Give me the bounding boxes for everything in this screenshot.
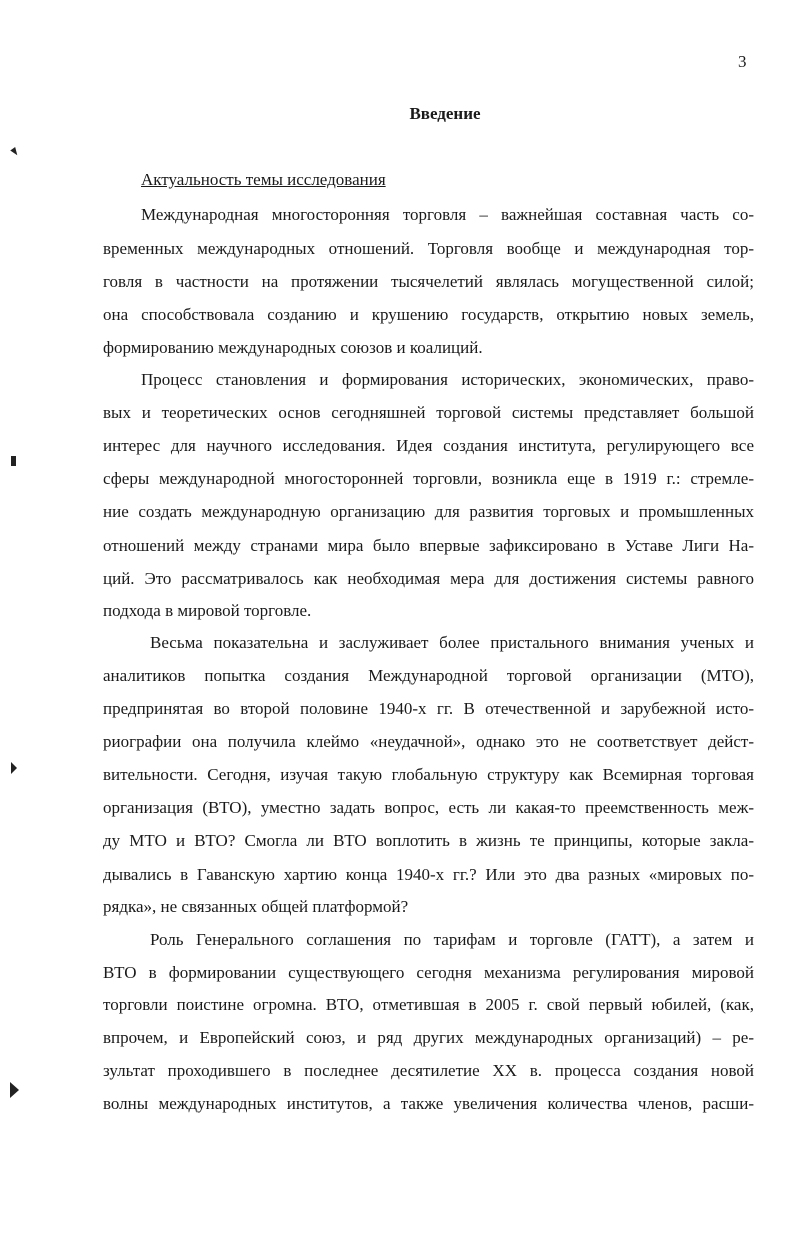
text-line: Процесс становления и формирования исторических, экономических, право- (141, 370, 754, 389)
text-line: подхода в мировой торговле. (103, 601, 312, 620)
scan-mark (10, 147, 20, 157)
text-line: ВТО в формировании существующего сегодня механизма регулирования мировой (103, 963, 754, 982)
text-line: впрочем, и Европейский союз, и ряд других международных организаций) – ре- (103, 1028, 754, 1047)
text-line: вительности. Сегодня, изучая такую глобальную структуру как Всемирная торговая (103, 765, 754, 784)
text-line: вых и теоретических основ сегодняшней торговой системы представляет большой (103, 403, 754, 422)
text-line: риографии она получила клеймо «неудачной», однако это не соответствует дейст- (103, 732, 754, 751)
text-line: Роль Генерального соглашения по тарифам и торговле (ГАТТ), а затем и (150, 930, 754, 949)
text-line: рядка», не связанных общей платформой? (103, 897, 409, 916)
scan-mark (10, 1082, 19, 1098)
page-number: 3 (738, 52, 747, 71)
text-line: ние создать международную организацию для развития торговых и промышленных (103, 502, 754, 521)
page-title: Введение (409, 104, 481, 123)
text-line: формированию международных союзов и коалиций. (103, 338, 483, 357)
text-line: организация (ВТО), уместно задать вопрос, есть ли какая-то преемственность меж- (103, 798, 754, 817)
text-line: дывались в Гаванскую хартию конца 1940-х гг.? Или это два разных «мировых по- (103, 865, 754, 884)
text-line: говля в частности на протяжении тысячелетий являлась могущественной силой; (103, 272, 754, 291)
text-line: она способствовала созданию и крушению государств, открытию новых земель, (103, 305, 754, 324)
text-line: зультат проходившего в последнее десятилетие XX в. процесса создания новой (103, 1061, 754, 1080)
scan-mark (11, 456, 16, 466)
scan-mark (11, 762, 17, 774)
text-line: Весьма показательна и заслуживает более пристального внимания ученых и (150, 633, 754, 652)
text-line: сферы международной многосторонней торговли, возникла еще в 1919 г.: стремле- (103, 469, 754, 488)
text-line: ду МТО и ВТО? Смогла ли ВТО воплотить в жизнь те принципы, которые закла- (103, 831, 754, 850)
text-line: волны международных институтов, а также увеличения количества членов, расши- (103, 1094, 754, 1113)
text-line: торговли поистине огромна. ВТО, отметившая в 2005 г. свой первый юбилей, (как, (103, 995, 754, 1014)
section-heading: Актуальность темы исследования (141, 170, 386, 189)
text-line: интерес для научного исследования. Идея создания института, регулирующего все (103, 436, 754, 455)
text-line: Международная многосторонняя торговля – важнейшая составная часть со- (141, 205, 754, 224)
text-line: ций. Это рассматривалось как необходимая мера для достижения системы равного (103, 569, 754, 588)
text-line: предпринятая во второй половине 1940-х гг. В отечественной и зарубежной исто- (103, 699, 754, 718)
text-line: аналитиков попытка создания Международной торговой организации (МТО), (103, 666, 754, 685)
text-line: временных международных отношений. Торговля вообще и международная тор- (103, 239, 754, 258)
text-line: отношений между странами мира было впервые зафиксировано в Уставе Лиги На- (103, 536, 754, 555)
